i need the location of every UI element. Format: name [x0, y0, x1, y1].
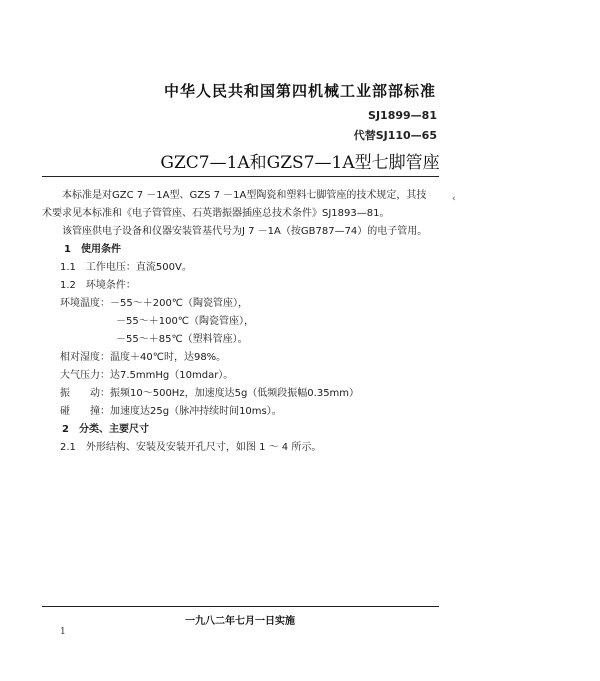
shock: 碰 撞：加速度达25g（脉冲持续时间10ms）。: [60, 406, 282, 417]
clause-2-1: 2.1 外形结构、安装及安装开孔尺寸，如图 1 ～ 4 所示。: [60, 442, 322, 453]
atmospheric-pressure: 大气压力：达7.5mmHg（10mdar）。: [60, 370, 234, 381]
clause-1-2: 1.2 环境条件：: [60, 280, 136, 291]
ambient-temperature-line-3: －55～＋85℃（塑料管座）。: [116, 334, 248, 345]
bottom-divider: [42, 606, 439, 607]
section-2-heading: 2 分类、主要尺寸: [62, 424, 149, 435]
replaces-standard: 代替SJ110—65: [353, 129, 437, 142]
section-1-heading: 1 使用条件: [64, 244, 121, 255]
margin-mark: ‹: [452, 194, 456, 204]
page-number: 1: [60, 627, 66, 637]
vibration: 振 动：振频10～500Hz，加速度达5g（低频段振幅0.35mm）: [60, 388, 360, 399]
clause-1-1: 1.1 工作电压：直流500V。: [60, 262, 192, 273]
top-divider: [42, 176, 439, 177]
intro-paragraph-line-1: 本标准是对GZC 7 －1A型、GZS 7 －1A型陶瓷和塑料七脚管座的技术规定，其技: [62, 190, 427, 201]
document-body: [42, 187, 450, 457]
intro-paragraph-line-2: 术要求见本标准和《电子管管座、石英谐振器插座总技术条件》SJ1893—81。: [42, 208, 390, 219]
effective-date: 一九八二年七月一日实施: [185, 616, 295, 627]
intro-paragraph-line-3: 该管座供电子设备和仪器安装管基代号为J 7 －1A（按GB787—74）的电子管用。: [62, 226, 428, 237]
ambient-temperature-line-1: 环境温度：－55～＋200℃（陶瓷管座），: [60, 298, 249, 309]
organization-heading: 中华人民共和国第四机械工业部部标准: [163, 82, 436, 100]
ambient-temperature-line-2: －55～＋100℃（陶瓷管座），: [116, 316, 255, 327]
relative-humidity: 相对湿度：温度＋40℃时，达98%。: [60, 352, 227, 363]
standard-number: SJ1899—81: [368, 109, 437, 122]
document-title: GZC7—1A和GZS7—1A型七脚管座: [160, 153, 440, 173]
